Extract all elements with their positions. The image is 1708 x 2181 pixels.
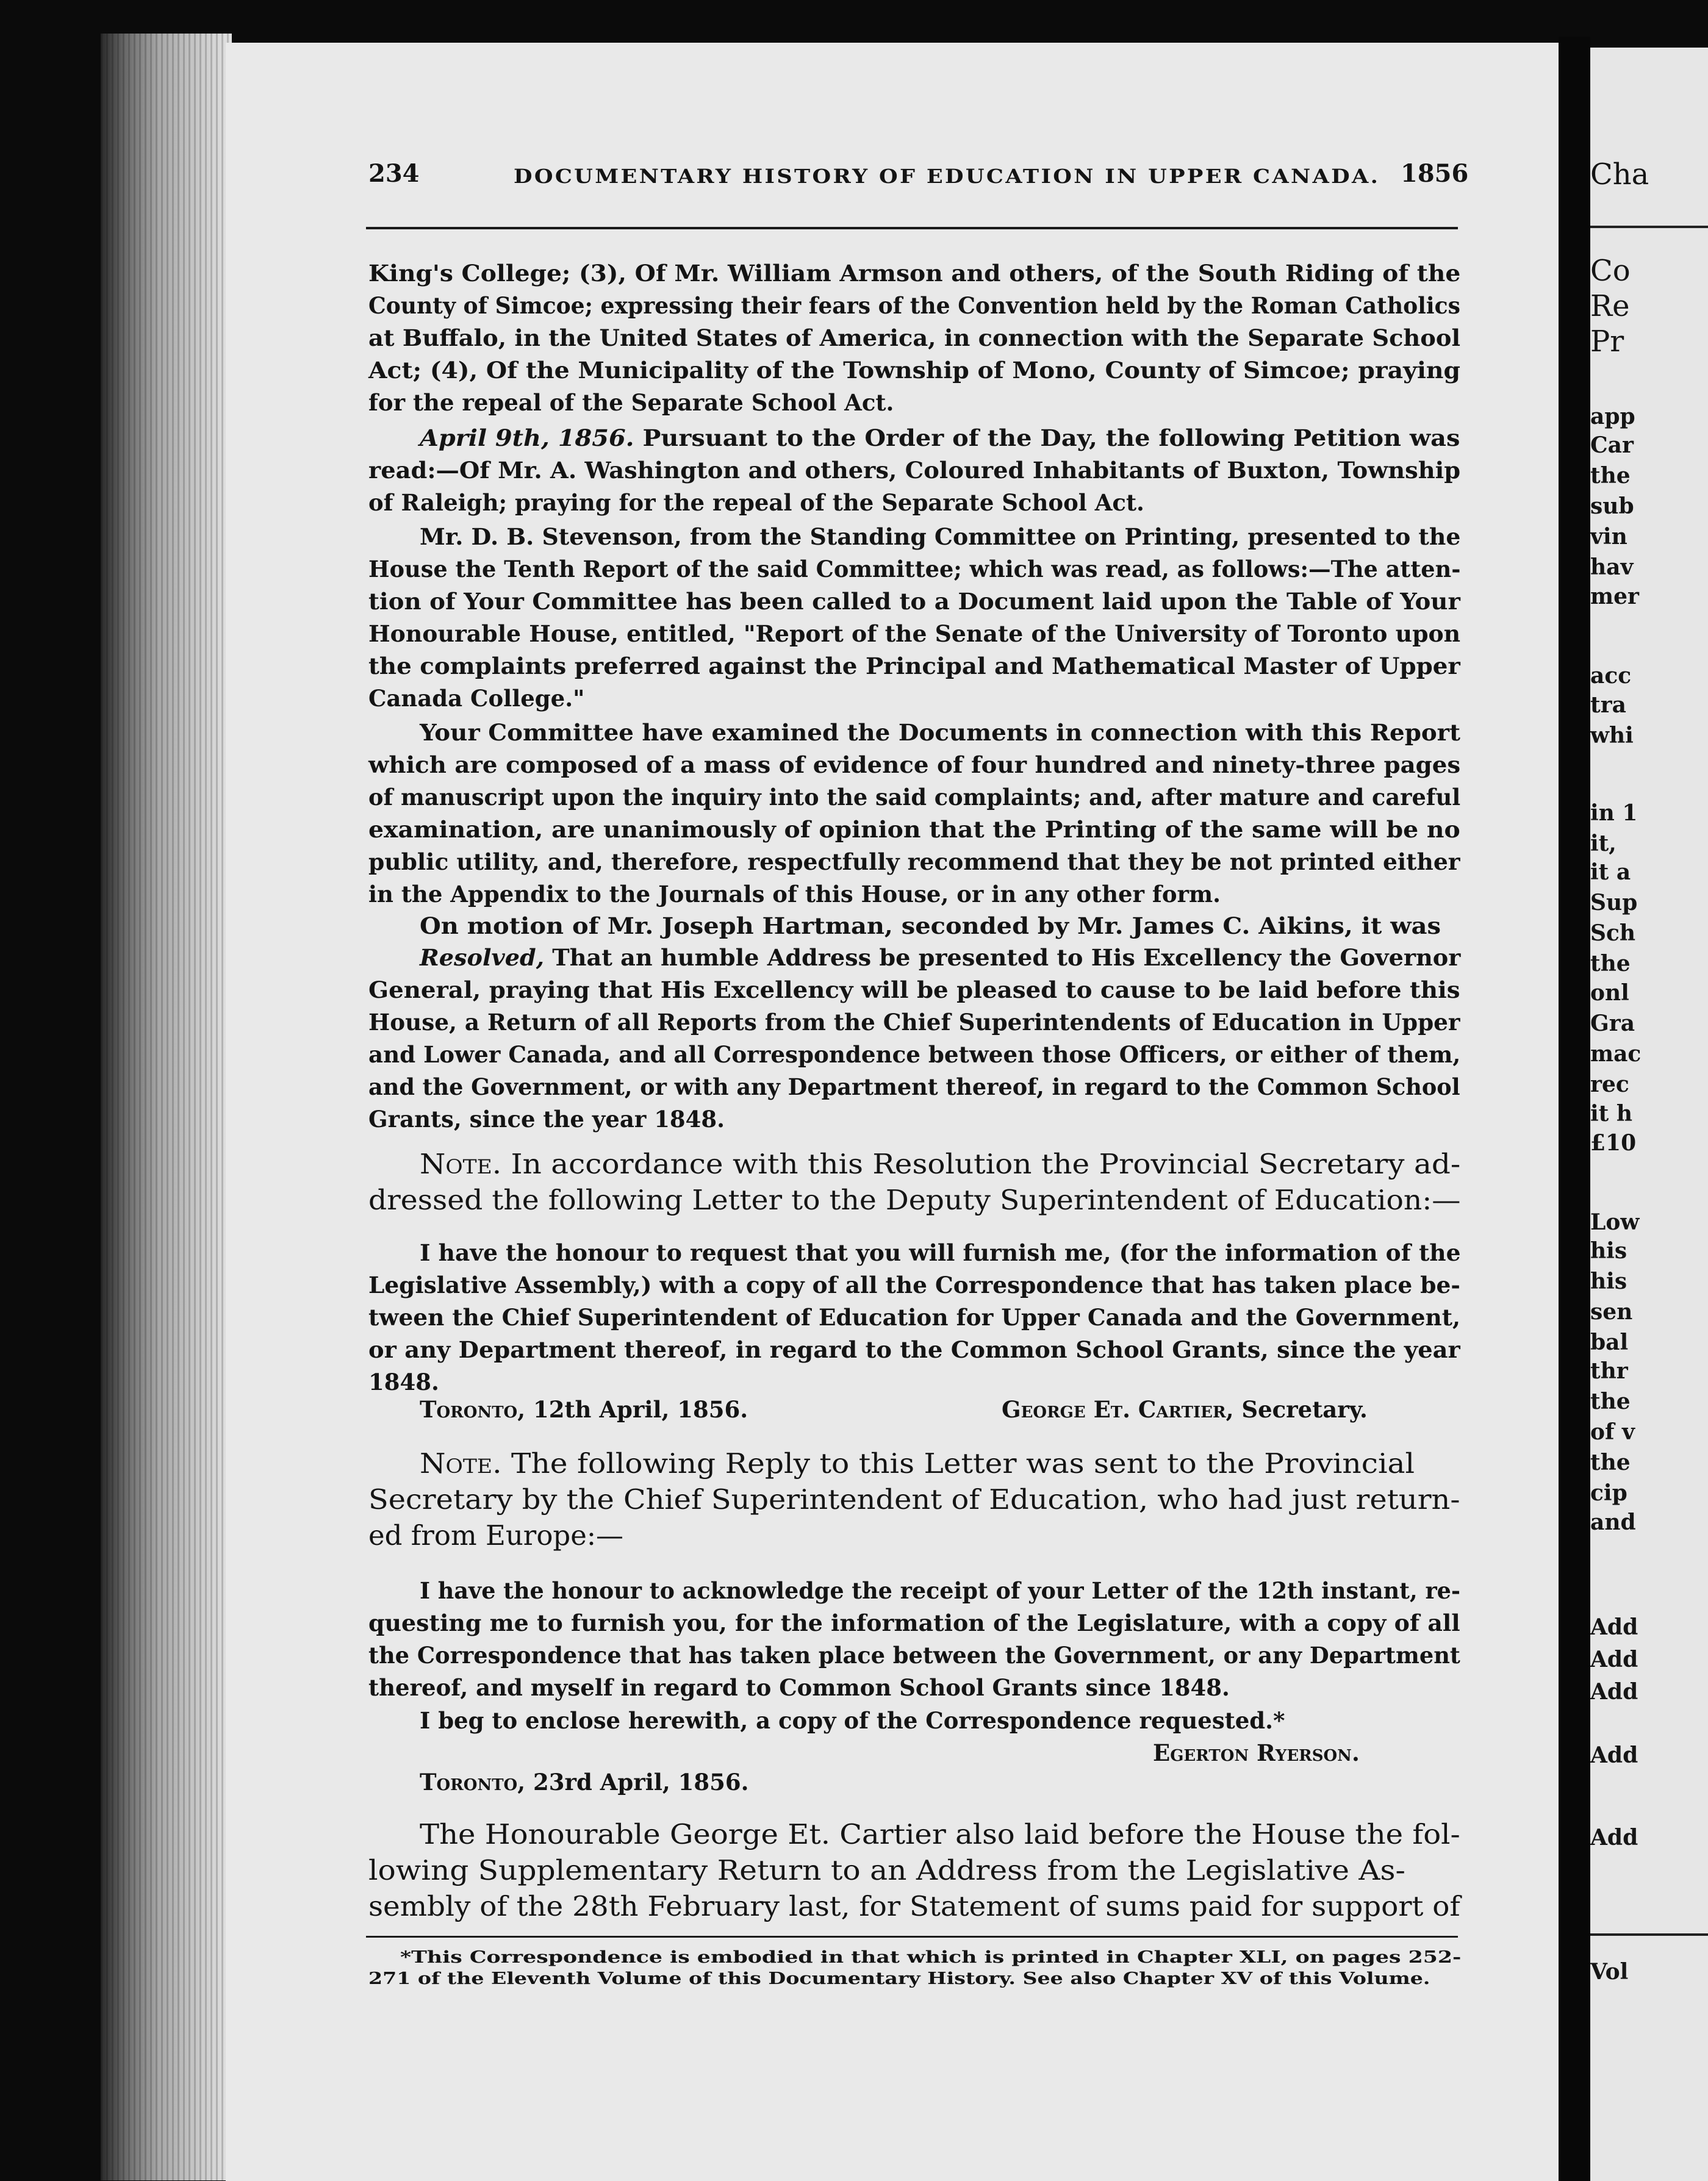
right-page-text-fragment: the <box>1590 951 1631 976</box>
right-page-text-fragment: Pr <box>1590 324 1624 359</box>
small-caps-run: Note. <box>420 1148 502 1180</box>
right-page-text-fragment: Sup <box>1590 890 1638 915</box>
right-page-rule-top <box>1590 226 1708 228</box>
text-line: April 9th, 1856. Pursuant to the Order of the Day, the following Petition was <box>420 424 1460 451</box>
text-line: of manuscript upon the inquiry into the said complaints; and, after mature and careful <box>368 784 1461 811</box>
right-page-text-fragment: onl <box>1590 980 1629 1006</box>
small-caps-run: Toronto, <box>420 1396 526 1423</box>
text-line: I beg to enclose herewith, a copy of the Correspondence requested.* <box>420 1707 1285 1734</box>
text-line: examination, are unanimously of opinion that the Printing of the same will be no <box>368 816 1460 843</box>
right-page-text-fragment: vin <box>1590 524 1627 550</box>
right-page-fragment <box>1590 48 1708 2181</box>
right-page-text-fragment: Add <box>1590 1825 1638 1850</box>
text-line: and Lower Canada, and all Correspondence between those Officers, or either of them, <box>368 1041 1461 1068</box>
footnote-line: *This Correspondence is embodied in that which is printed in Chapter XLI, on pages 252- <box>400 1948 1462 1967</box>
text-line <box>1153 1739 1360 1766</box>
right-page-text-fragment: Gra <box>1590 1011 1635 1036</box>
right-page-text-fragment: app <box>1590 404 1635 429</box>
text-line: 1848. <box>368 1369 439 1395</box>
right-page-text-fragment: it a <box>1590 859 1631 885</box>
italic-run: April 9th, 1856. <box>420 424 634 451</box>
text-line: General, praying that His Excellency will be pleased to cause to be laid before this <box>368 976 1460 1003</box>
text-line: which are composed of a mass of evidence of four hundred and ninety-three pages <box>368 751 1461 778</box>
right-page-text-fragment: mer <box>1590 584 1639 609</box>
text-line: tween the Chief Superintendent of Education for Upper Canada and the Government, <box>368 1304 1461 1331</box>
text-line: of Raleigh; praying for the repeal of the Separate School Act. <box>368 489 1144 516</box>
right-page-text-fragment: rec <box>1590 1072 1629 1097</box>
right-page-text-fragment: Low <box>1590 1209 1640 1235</box>
text-line: the complaints preferred against the Principal and Mathematical Master of Upper <box>368 653 1460 679</box>
text-line: lowing Supplementary Return to an Address from the Legislative As- <box>368 1854 1405 1886</box>
text-line: Honourable House, entitled, "Report of the Senate of the University of Toronto upon <box>368 620 1461 647</box>
book-gutter <box>1559 37 1590 2181</box>
text-line: questing me to furnish you, for the information of the Legislature, with a copy of all <box>368 1610 1460 1636</box>
text-line: House the Tenth Report of the said Committee; which was read, as follows:—The atten- <box>368 556 1461 582</box>
page-edge-shadow <box>101 34 232 2180</box>
text-line: Toronto, 23rd April, 1856. <box>420 1769 749 1796</box>
text-line: King's College; (3), Of Mr. William Armson and others, of the South Riding of the <box>368 260 1461 287</box>
running-title: DOCUMENTARY HISTORY OF EDUCATION IN UPPER CANADA. <box>514 165 1380 188</box>
right-page-text-fragment: his <box>1590 1269 1627 1294</box>
text-line: Note. The following Reply to this Letter was sent to the Provincial <box>420 1447 1415 1480</box>
right-page-text-fragment: Vol <box>1590 1959 1629 1985</box>
small-caps-run: Egerton Ryerson. <box>1153 1739 1360 1766</box>
small-caps-run: Toronto, <box>420 1769 526 1796</box>
text-line: Act; (4), Of the Municipality of the Township of Mono, County of Simcoe; praying <box>368 357 1461 384</box>
text-line: in the Appendix to the Journals of this House, or in any other form. <box>368 881 1221 908</box>
right-page-text-fragment: thr <box>1590 1358 1628 1384</box>
right-page-text-fragment: tra <box>1590 692 1626 718</box>
right-page-text-fragment: the <box>1590 1389 1631 1414</box>
text-line: I have the honour to acknowledge the receipt of your Letter of the 12th instant, re- <box>420 1577 1461 1604</box>
footnote-rule <box>366 1936 1458 1938</box>
right-page-text-fragment: acc <box>1590 663 1632 689</box>
right-page-text-fragment: Add <box>1590 1679 1638 1705</box>
small-caps-run: Note. <box>420 1447 502 1480</box>
text-line: House, a Return of all Reports from the Chief Superintendents of Education in Upper <box>368 1009 1460 1036</box>
text-line: or any Department thereof, in regard to the Common School Grants, since the year <box>368 1336 1460 1363</box>
text-line: the Correspondence that has taken place between the Government, or any Department <box>368 1642 1460 1669</box>
right-page-text-fragment: Add <box>1590 1614 1638 1640</box>
text-line: for the repeal of the Separate School Act. <box>368 389 894 416</box>
right-page-text-fragment: mac <box>1590 1041 1642 1067</box>
right-page-text-fragment: Car <box>1590 432 1634 458</box>
right-page-text-fragment: it, <box>1590 831 1616 856</box>
right-page-text-fragment: £10 <box>1590 1130 1637 1156</box>
right-page-text-fragment: his <box>1590 1238 1627 1264</box>
text-line: sembly of the 28th February last, for Statement of sums paid for support of <box>368 1890 1460 1922</box>
right-page-text-fragment: the <box>1590 463 1631 489</box>
text-line: Note. In accordance with this Resolution the Provincial Secretary ad- <box>420 1148 1461 1180</box>
right-page-text-fragment: Co <box>1590 254 1631 288</box>
right-page-text-fragment: sen <box>1590 1299 1633 1325</box>
text-line: public utility, and, therefore, respectfully recommend that they be not printed either <box>368 848 1460 875</box>
right-page-text-fragment: whi <box>1590 723 1634 748</box>
header-rule <box>366 227 1458 229</box>
text-line: County of Simcoe; expressing their fears of the Convention held by the Roman Catholics <box>368 292 1460 319</box>
text-line: Canada College." <box>368 685 585 712</box>
text-line: at Buffalo, in the United States of America, in connection with the Separate School <box>368 324 1461 351</box>
text-line: On motion of Mr. Joseph Hartman, seconded by Mr. James C. Aikins, it was <box>420 912 1441 939</box>
right-page-text-fragment: bal <box>1590 1330 1629 1355</box>
right-page-text-fragment: it h <box>1590 1101 1633 1126</box>
italic-run: Resolved, <box>420 944 545 971</box>
right-page-text-fragment: hav <box>1590 554 1634 580</box>
right-page-text-fragment: the <box>1590 1450 1631 1475</box>
text-line: Legislative Assembly,) with a copy of all the Correspondence that has taken place be- <box>368 1272 1460 1298</box>
right-page-text-fragment: cip <box>1590 1480 1627 1506</box>
right-page-text-fragment: Add <box>1590 1742 1638 1768</box>
footnote-line: 271 of the Eleventh Volume of this Documentary History. See also Chapter XV of this Volume. <box>368 1969 1430 1988</box>
right-page-text-fragment: sub <box>1590 493 1634 519</box>
text-line: read:—Of Mr. A. Washington and others, Coloured Inhabitants of Buxton, Township <box>368 457 1461 484</box>
text-line: Mr. D. B. Stevenson, from the Standing Committee on Printing, presented to the <box>420 523 1461 550</box>
text-line: The Honourable George Et. Cartier also laid before the House the fol- <box>420 1818 1460 1850</box>
page-year: 1856 <box>1401 159 1469 188</box>
right-page-text-fragment: in 1 <box>1590 800 1638 826</box>
text-line: Resolved, That an humble Address be presented to His Excellency the Governor <box>420 944 1461 971</box>
text-line: Grants, since the year 1848. <box>368 1106 725 1133</box>
right-page-text-fragment: and <box>1590 1510 1636 1535</box>
text-line: ed from Europe:— <box>368 1519 624 1552</box>
right-page-text-fragment: of v <box>1590 1419 1635 1445</box>
text-line: tion of Your Committee has been called to a Document laid upon the Table of Your <box>368 588 1460 615</box>
text-line: I have the honour to request that you will furnish me, (for the information of the <box>420 1239 1461 1266</box>
page-number: 234 <box>368 159 420 188</box>
text-line: Your Committee have examined the Documents in connection with this Report <box>420 719 1461 746</box>
text-line: Toronto, 12th April, 1856. George Et. Cartier, Secretary. <box>420 1396 1368 1423</box>
text-line: Secretary by the Chief Superintendent of Education, who had just return- <box>368 1483 1460 1516</box>
right-page-text-fragment: Cha <box>1590 157 1649 192</box>
right-page-rule-bottom <box>1590 1933 1708 1936</box>
right-page-text-fragment: Sch <box>1590 920 1636 946</box>
text-line: thereof, and myself in regard to Common School Grants since 1848. <box>368 1674 1230 1701</box>
right-page-text-fragment: Re <box>1590 289 1630 323</box>
text-line: and the Government, or with any Department thereof, in regard to the Common School <box>368 1073 1460 1100</box>
right-page-text-fragment: Add <box>1590 1647 1638 1672</box>
text-line: dressed the following Letter to the Deputy Superintendent of Education:— <box>368 1184 1461 1216</box>
signatory: George Et. Cartier, Secretary. <box>1002 1396 1368 1423</box>
